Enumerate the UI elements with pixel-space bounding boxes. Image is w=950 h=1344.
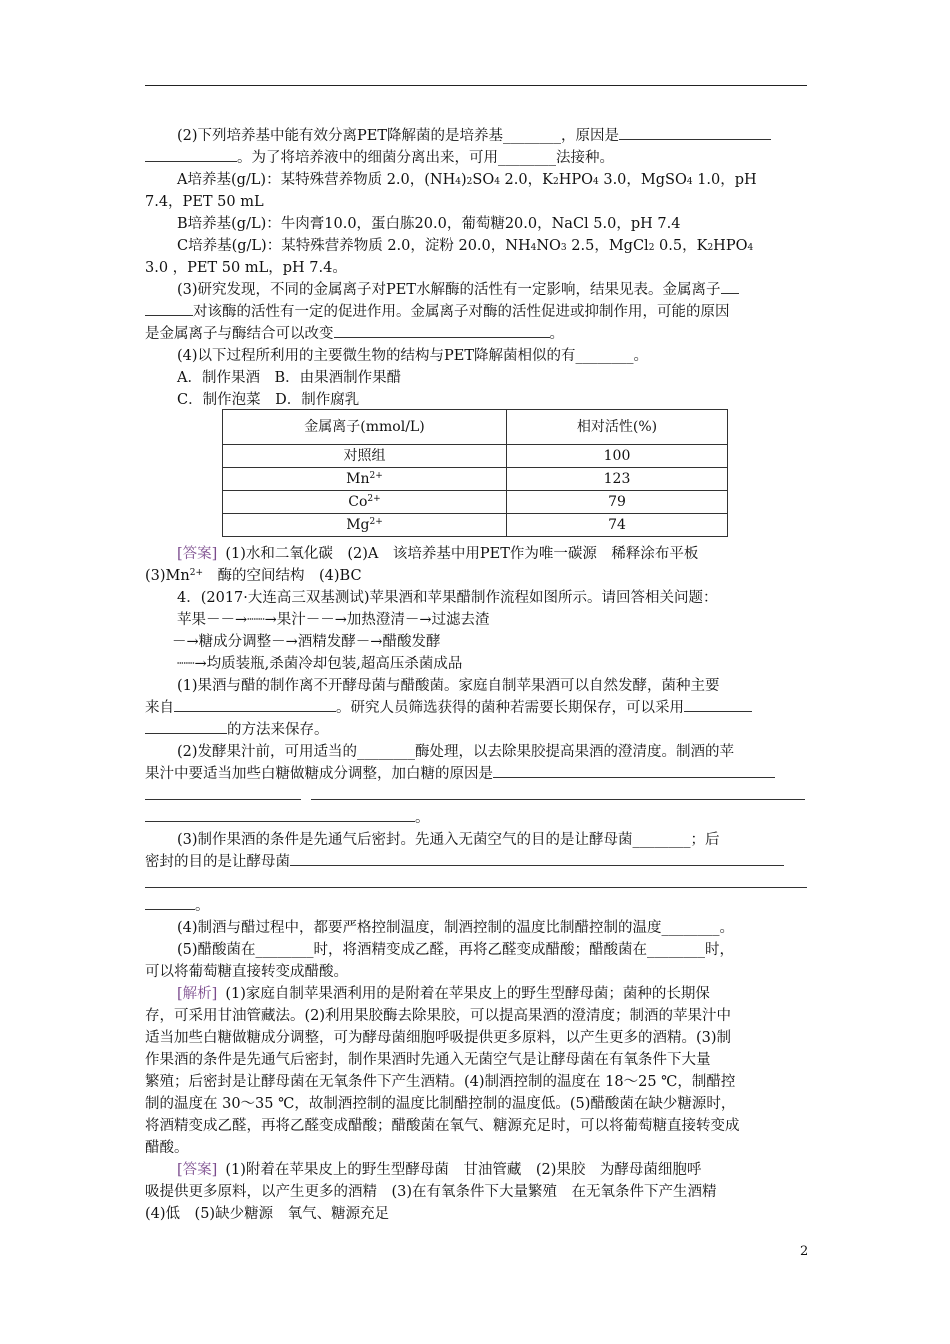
q2-medium-a-cont: 7.4，PET 50 mL: [145, 194, 264, 210]
answer-tag: [答案]: [177, 1162, 218, 1178]
q2-line2: 。为了将培养液中的细菌分离出来，可用________法接种。: [145, 147, 614, 169]
q4-intro: 4．(2017·大连高三双基测试)苹果酒和苹果醋制作流程如图所示。请回答相关问题：: [177, 590, 718, 606]
q4-p3-line4: 。: [145, 895, 210, 917]
table-cell-ion: $Mg^{2+}$: [223, 514, 507, 537]
q2-line1: (2)下列培养基中能有效分离PET降解菌的是培养基________，原因是: [177, 125, 771, 147]
table-cell-activity: 123: [507, 468, 728, 491]
q3-line1: (3)研究发现，不同的金属离子对PET水解酶的活性有一定影响，结果见表。金属离子: [177, 279, 739, 301]
q4-p3-line1: (3)制作果酒的条件是先通气后密封。先通入无菌空气的目的是让酵母菌________；后: [177, 832, 720, 848]
table-row: [223, 491, 728, 514]
table-cell-activity: 100: [507, 445, 728, 468]
q4-p2-line1: (2)发酵果汁前，可用适当的________酶处理，以去除果胶提高果酒的澄清度。制酒的苹: [177, 744, 735, 760]
table-row: [223, 445, 728, 468]
analysis-line5: 繁殖；后密封是让酵母菌在无氧条件下产生酒精。(4)制酒控制的温度在 18～25 ℃，制醋控: [145, 1074, 736, 1090]
flow-line1: 苹果－－→┈┈→果汁－－→加热澄清－→过滤去渣: [177, 612, 490, 628]
q4-options-cd: C．制作泡菜 D．制作腐乳: [177, 392, 360, 408]
answer-tag: [答案]: [177, 546, 218, 562]
q4-line1: (4)以下过程所利用的主要微生物的结构与PET降解菌相似的有________。: [177, 348, 649, 364]
table-cell-ion: $Co^{2+}$: [223, 491, 507, 514]
q4-p2-line3: [145, 785, 805, 807]
q4-p4: (4)制酒与醋过程中，都要严格控制温度，制酒控制的温度比制醋控制的温度________。: [177, 920, 735, 936]
table-cell-activity: 74: [507, 514, 728, 537]
q4-p2-line2: 果汁中要适当加些白糖做糖成分调整，加白糖的原因是: [145, 763, 775, 785]
q4-p1-line3: 的方法来保存。: [145, 719, 329, 741]
answer3-line2: $(3)Mn^{2+}$ 酶的空间结构 (4)BC: [145, 568, 362, 584]
analysis-line6: 制的温度在 30～35 ℃，故制酒控制的温度比制醋控制的温度低。(5)醋酸菌在缺少糖源时，: [145, 1096, 736, 1112]
q4-p1-line1: (1)果酒与醋的制作离不开酵母菌与醋酸菌。家庭自制苹果酒可以自然发酵，菌种主要: [177, 678, 720, 694]
page-number: 2: [800, 1244, 809, 1259]
table-header-ion: 金属离子(mmol/L): [223, 410, 507, 445]
analysis-line2: 存，可采用甘油管藏法。(2)利用果胶酶去除果胶，可以提高果酒的澄清度；制酒的苹果汁中: [145, 1008, 732, 1024]
table-row: [223, 514, 728, 537]
flow-line2: －→糖成分调整－→酒精发酵－→醋酸发酵: [172, 634, 441, 650]
q2-medium-b: B培养基(g/L)：牛肉膏10.0，蛋白胨20.0，葡萄糖20.0，NaCl 5.0，pH 7.4: [177, 216, 681, 232]
answer4-line2: 吸提供更多原料，以产生更多的酒精 (3)在有氧条件下大量繁殖 在无氧条件下产生酒精: [145, 1184, 717, 1200]
q4-p2-line4: 。: [145, 807, 430, 829]
answer4-line1: [答案] (1)附着在苹果皮上的野生型酵母菌 甘油管藏 (2)果胶 为酵母菌细胞呼: [177, 1162, 702, 1178]
analysis-line3: 适当加些白糖做糖成分调整，可为酵母菌细胞呼吸提供更多原料，以产生更多的酒精。(3)制: [145, 1030, 732, 1046]
analysis-line1: [解析] (1)家庭自制苹果酒利用的是附着在苹果皮上的野生型酵母菌；菌种的长期保: [177, 986, 710, 1002]
analysis-tag: [解析]: [177, 986, 218, 1002]
table-cell-ion: $Mn^{2+}$: [223, 468, 507, 491]
answer4-line3: (4)低 (5)缺少糖源 氧气、糖源充足: [145, 1206, 390, 1222]
header-rule: [145, 85, 807, 86]
q4-p3-line2: 密封的目的是让酵母菌: [145, 851, 784, 873]
analysis-line8: 醋酸。: [145, 1140, 189, 1156]
table-cell-ion: 对照组: [223, 445, 507, 468]
q4-p3-line3: [145, 873, 807, 895]
analysis-line7: 将酒精变成乙醛，再将乙醛变成醋酸；醋酸菌在氧气、糖源充足时，可以将葡萄糖直接转变成: [145, 1118, 740, 1134]
analysis-line4: 作果酒的条件是先通气后密封，制作果酒时先通入无菌空气是让酵母菌在有氧条件下大量: [145, 1052, 711, 1068]
q2-medium-a: A培养基(g/L)：某特殊营养物质 2.0，$(NH_4)_2SO_4$ 2.0，$K_2HPO_4$ 3.0，MgSO$_4$ 1.0，pH: [177, 172, 757, 188]
metal-ion-table: [222, 409, 728, 537]
q4-p1-line2: 来自 。研究人员筛选获得的菌种若需要长期保存，可以采用: [145, 697, 752, 719]
q4-options-ab: A．制作果酒 B．由果酒制作果醋: [177, 370, 402, 386]
flow-line3: ┈┈→均质装瓶,杀菌冷却包装,超高压杀菌成品: [177, 656, 463, 672]
q3-line2: 对该酶的活性有一定的促进作用。金属离子对酶的活性促进或抑制作用，可能的原因: [145, 301, 730, 323]
table-cell-activity: 79: [507, 491, 728, 514]
table-header-activity: 相对活性(%): [507, 410, 728, 445]
table-row: [223, 468, 728, 491]
q2-medium-c: C培养基(g/L)：某特殊营养物质 2.0，淀粉 20.0，$NH_4NO_3$ 2.5，MgCl$_2$ 0.5，$K_2HPO_4$: [177, 238, 754, 254]
table-header-row: [223, 410, 728, 445]
q4-p5-line1: (5)醋酸菌在________时，将酒精变成乙醛，再将乙醛变成醋酸；醋酸菌在________时，: [177, 942, 735, 958]
answer3-line1: [答案] (1)水和二氧化碳 (2)A 该培养基中用PET作为唯一碳源 稀释涂布平板: [177, 546, 699, 562]
q4-p5-line2: 可以将葡萄糖直接转变成醋酸。: [145, 964, 348, 980]
q3-line3: 是金属离子与酶结合可以改变 。: [145, 323, 564, 345]
q2-medium-c-cont: 3.0 ，PET 50 mL，pH 7.4。: [145, 260, 347, 276]
